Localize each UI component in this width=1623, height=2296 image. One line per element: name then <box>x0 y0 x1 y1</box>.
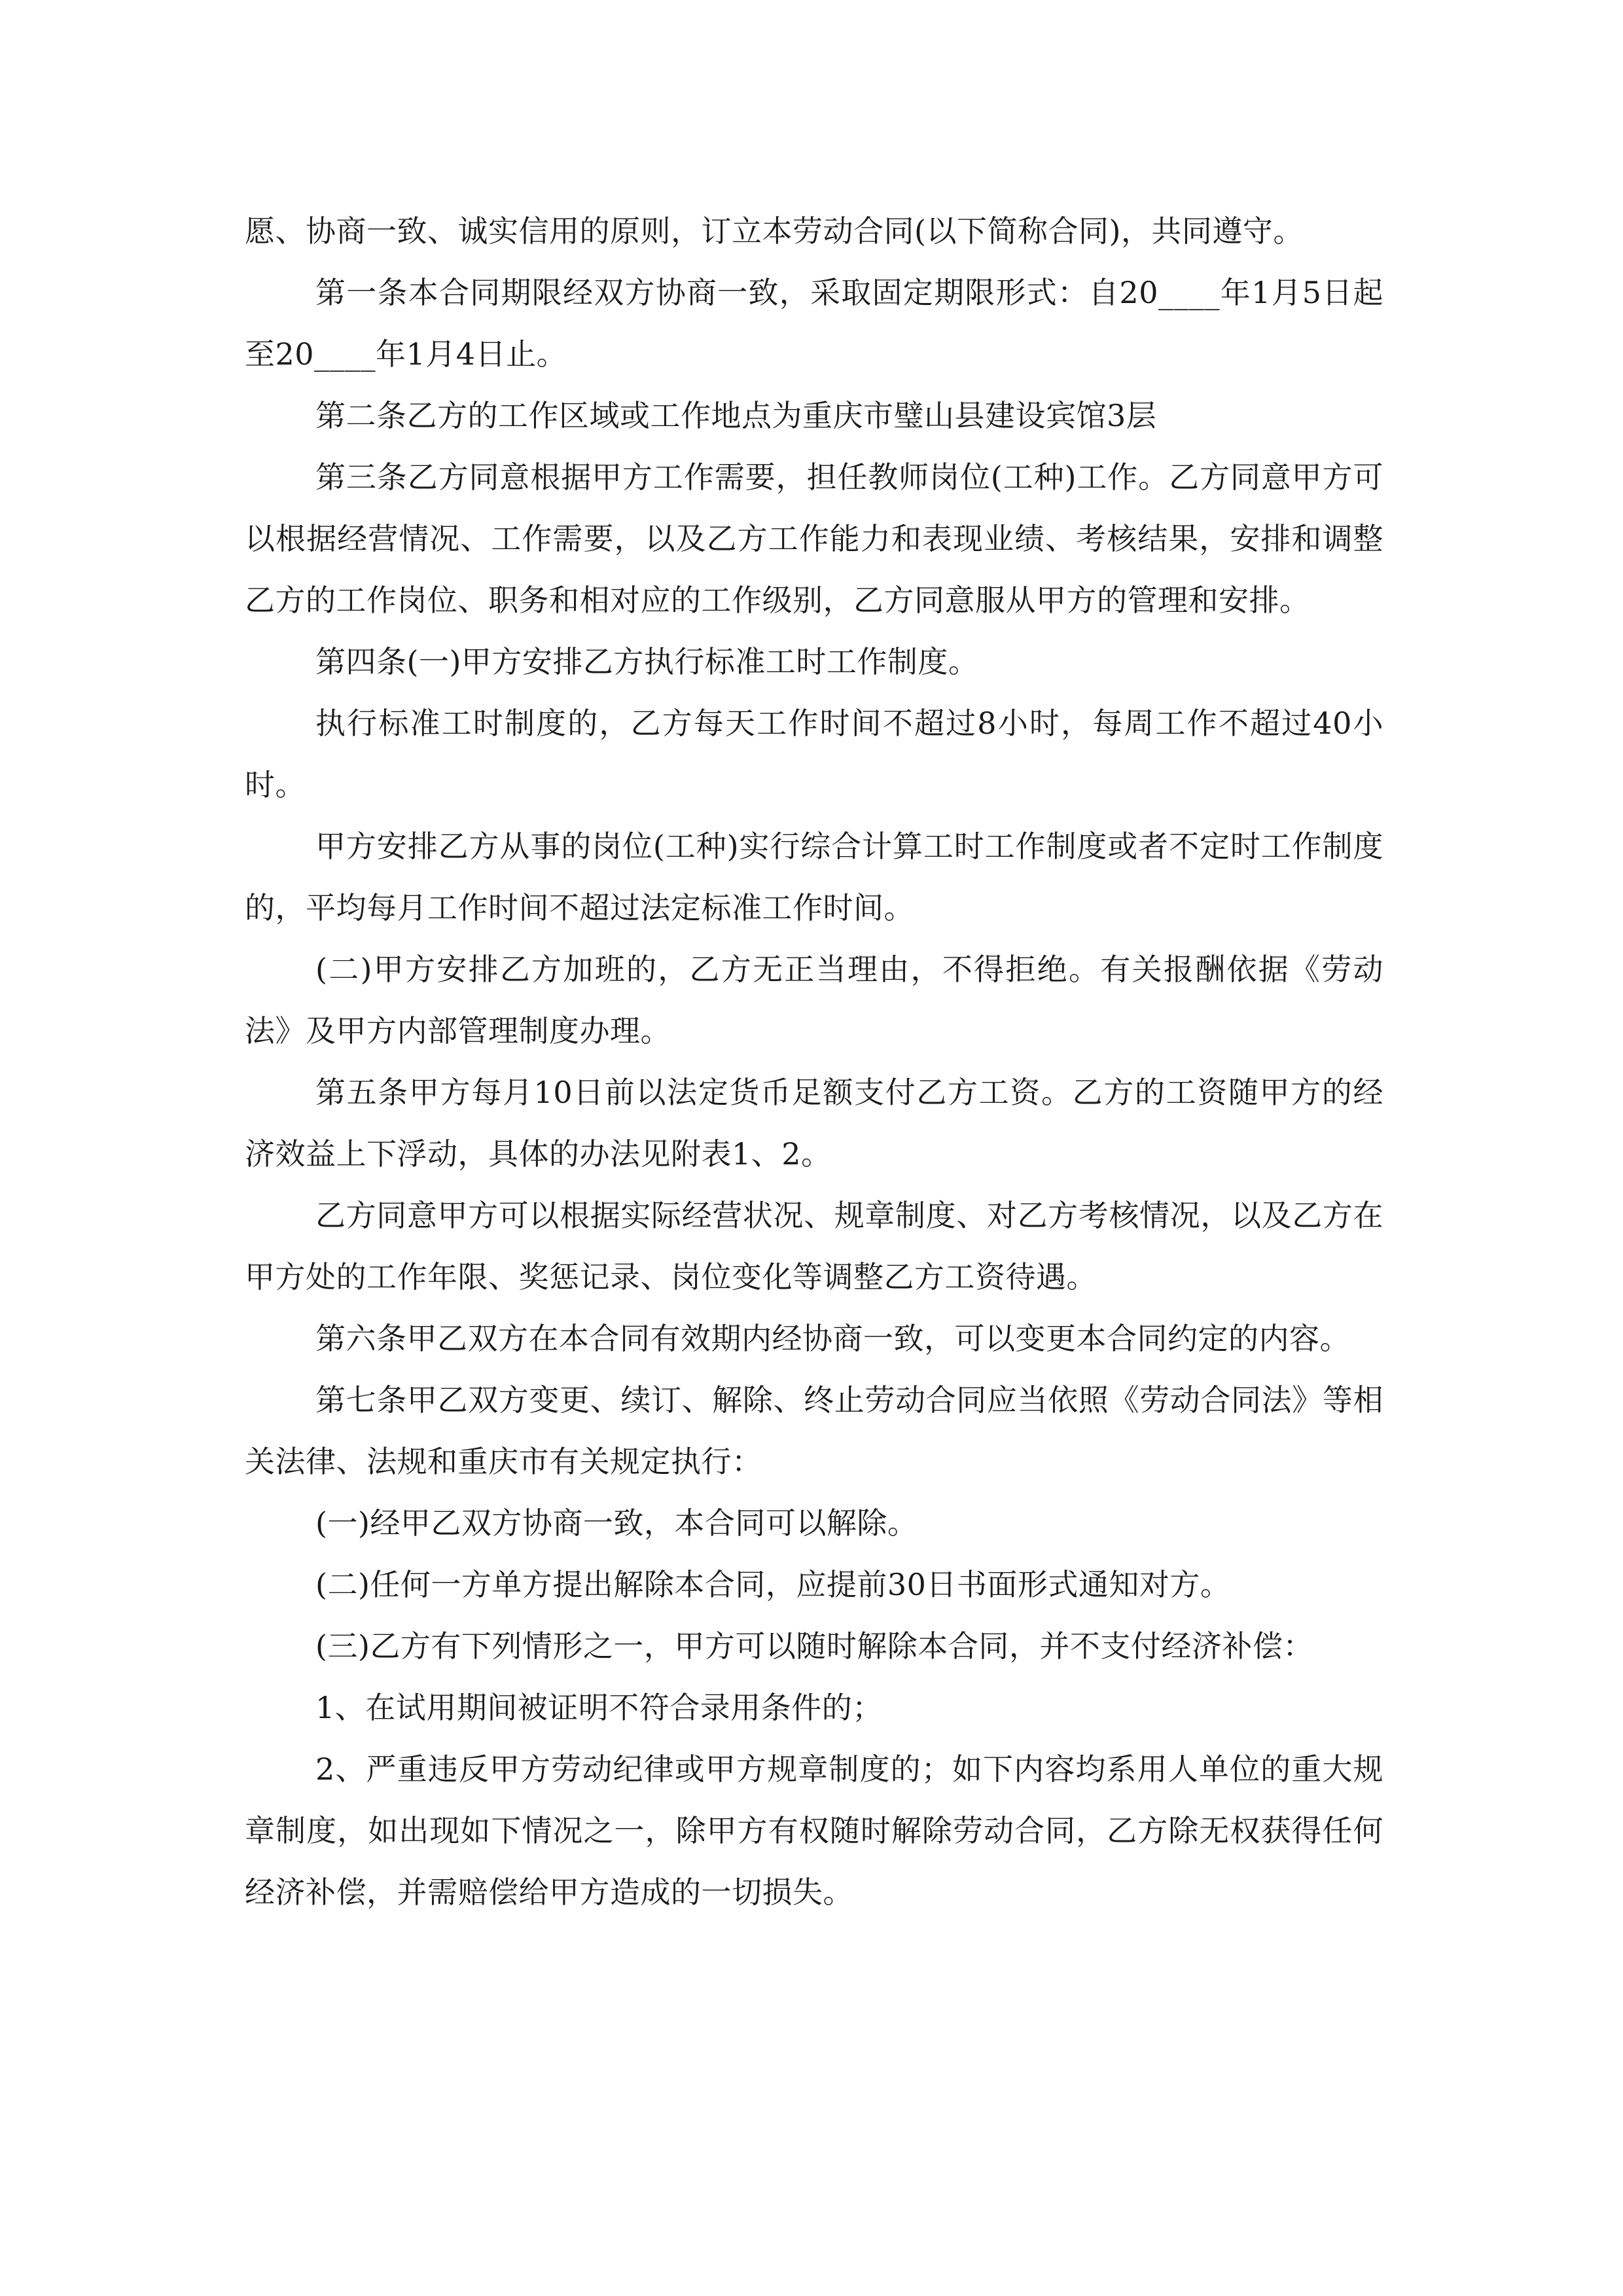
document-body <box>245 200 1383 1923</box>
list-item-1: 1、在试用期间被证明不符合录用条件的； <box>315 1690 883 1725</box>
list-item-2: 2、严重违反甲方劳动纪律或甲方规章制度的；如下内容均系用人单位的重大规章制度，如出现如下情况之一，除甲方有权随时解除劳动合同，乙方除无权获得任何经济补偿，并需赔偿给甲方造成的一切损失。 <box>245 1751 1383 1910</box>
paragraph-overtime: (二)甲方安排乙方加班的，乙方无正当理由，不得拒绝。有关报酬依据《劳动法》及甲方内部管理制度办理。 <box>245 952 1383 1049</box>
paragraph-article-3-position: 第三条乙方同意根据甲方工作需要，担任教师岗位(工种)工作。乙方同意甲方可以根据经营情况、工作需要，以及乙方工作能力和表现业绩、考核结果，安排和调整乙方的工作岗位、职务和相对应的工作级别，乙方同意服从甲方的管理和安排。 <box>245 459 1383 618</box>
paragraph-wage-adjustment: 乙方同意甲方可以根据实际经营状况、规章制度、对乙方考核情况，以及乙方在甲方处的工作年限、奖惩记录、岗位变化等调整乙方工资待遇。 <box>245 1198 1383 1295</box>
paragraph-article-4-hours: 第四条(一)甲方安排乙方执行标准工时工作制度。 <box>315 644 979 679</box>
paragraph-article-7-termination: 第七条甲乙双方变更、续订、解除、终止劳动合同应当依照《劳动合同法》等相关法律、法规和重庆市有关规定执行： <box>245 1382 1383 1479</box>
paragraph-article-6-amendment: 第六条甲乙双方在本合同有效期内经协商一致，可以变更本合同约定的内容。 <box>315 1321 1350 1356</box>
paragraph-flexible-hours: 甲方安排乙方从事的岗位(工种)实行综合计算工时工作制度或者不定时工作制度的，平均每月工作时间不超过法定标准工作时间。 <box>245 829 1383 925</box>
paragraph-article-1-term: 第一条本合同期限经双方协商一致，采取固定期限形式：自20____年1月5日起至20____年1月4日止。 <box>245 275 1383 372</box>
paragraph-article-2-location: 第二条乙方的工作区域或工作地点为重庆市璧山县建设宾馆3层 <box>315 398 1157 433</box>
paragraph-continuation: 愿、协商一致、诚实信用的原则，订立本劳动合同(以下简称合同)，共同遵守。 <box>245 213 1304 249</box>
paragraph-mutual-termination: (一)经甲乙双方协商一致，本合同可以解除。 <box>315 1505 918 1541</box>
paragraph-immediate-termination: (三)乙方有下列情形之一，甲方可以随时解除本合同，并不支付经济补偿： <box>315 1628 1313 1664</box>
paragraph-notice-termination: (二)任何一方单方提出解除本合同，应提前30日书面形式通知对方。 <box>315 1567 1231 1602</box>
paragraph-standard-hours: 执行标准工时制度的，乙方每天工作时间不超过8小时，每周工作不超过40小时。 <box>245 706 1383 802</box>
paragraph-article-5-wages: 第五条甲方每月10日前以法定货币足额支付乙方工资。乙方的工资随甲方的经济效益上下浮动，具体的办法见附表1、2。 <box>245 1075 1383 1172</box>
